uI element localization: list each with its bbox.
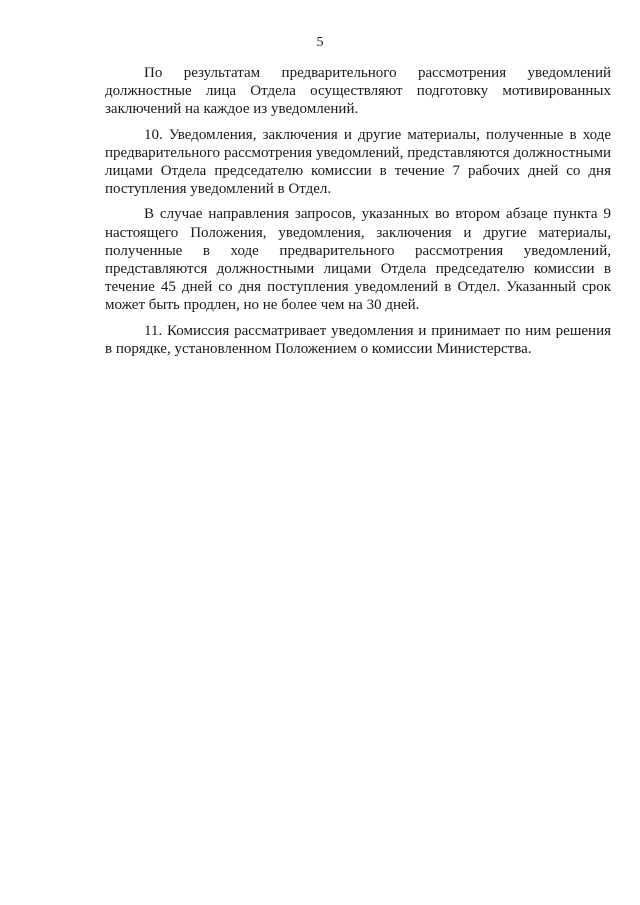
paragraph-item-10: 10. Уведомления, заключения и другие материалы, полученные в ходе предварительного рассмотрения уведомлений, представляются должностными лицами Отдела председателю комиссии в течение 7 рабочих дней со дня поступления уведомлений в Отдел.	[105, 126, 611, 198]
paragraph-review-results: По результатам предварительного рассмотрения уведомлений должностные лица Отдела осуществляют подготовку мотивированных заключений на каждое из уведомлений.	[105, 65, 611, 118]
paragraph-item-11: 11. Комиссия рассматривает уведомления и принимает по ним решения в порядке, установленном Положением о комиссии Министерства.	[105, 322, 611, 357]
paragraph-requests-case: В случае направления запросов, указанных во втором абзаце пункта 9 настоящего Положения, уведомления, заключения и другие материалы, полученные в ходе предварительного рассмотрения уведомлений, представляются должностными лицами Отдела председателю комиссии в течение 45 дней со дня поступления уведомлений в Отдел. Указанный срок может быть продлен, но не более чем на 30 дней.	[105, 206, 611, 314]
document-body	[105, 64, 611, 365]
page-number: 5	[316, 35, 324, 50]
